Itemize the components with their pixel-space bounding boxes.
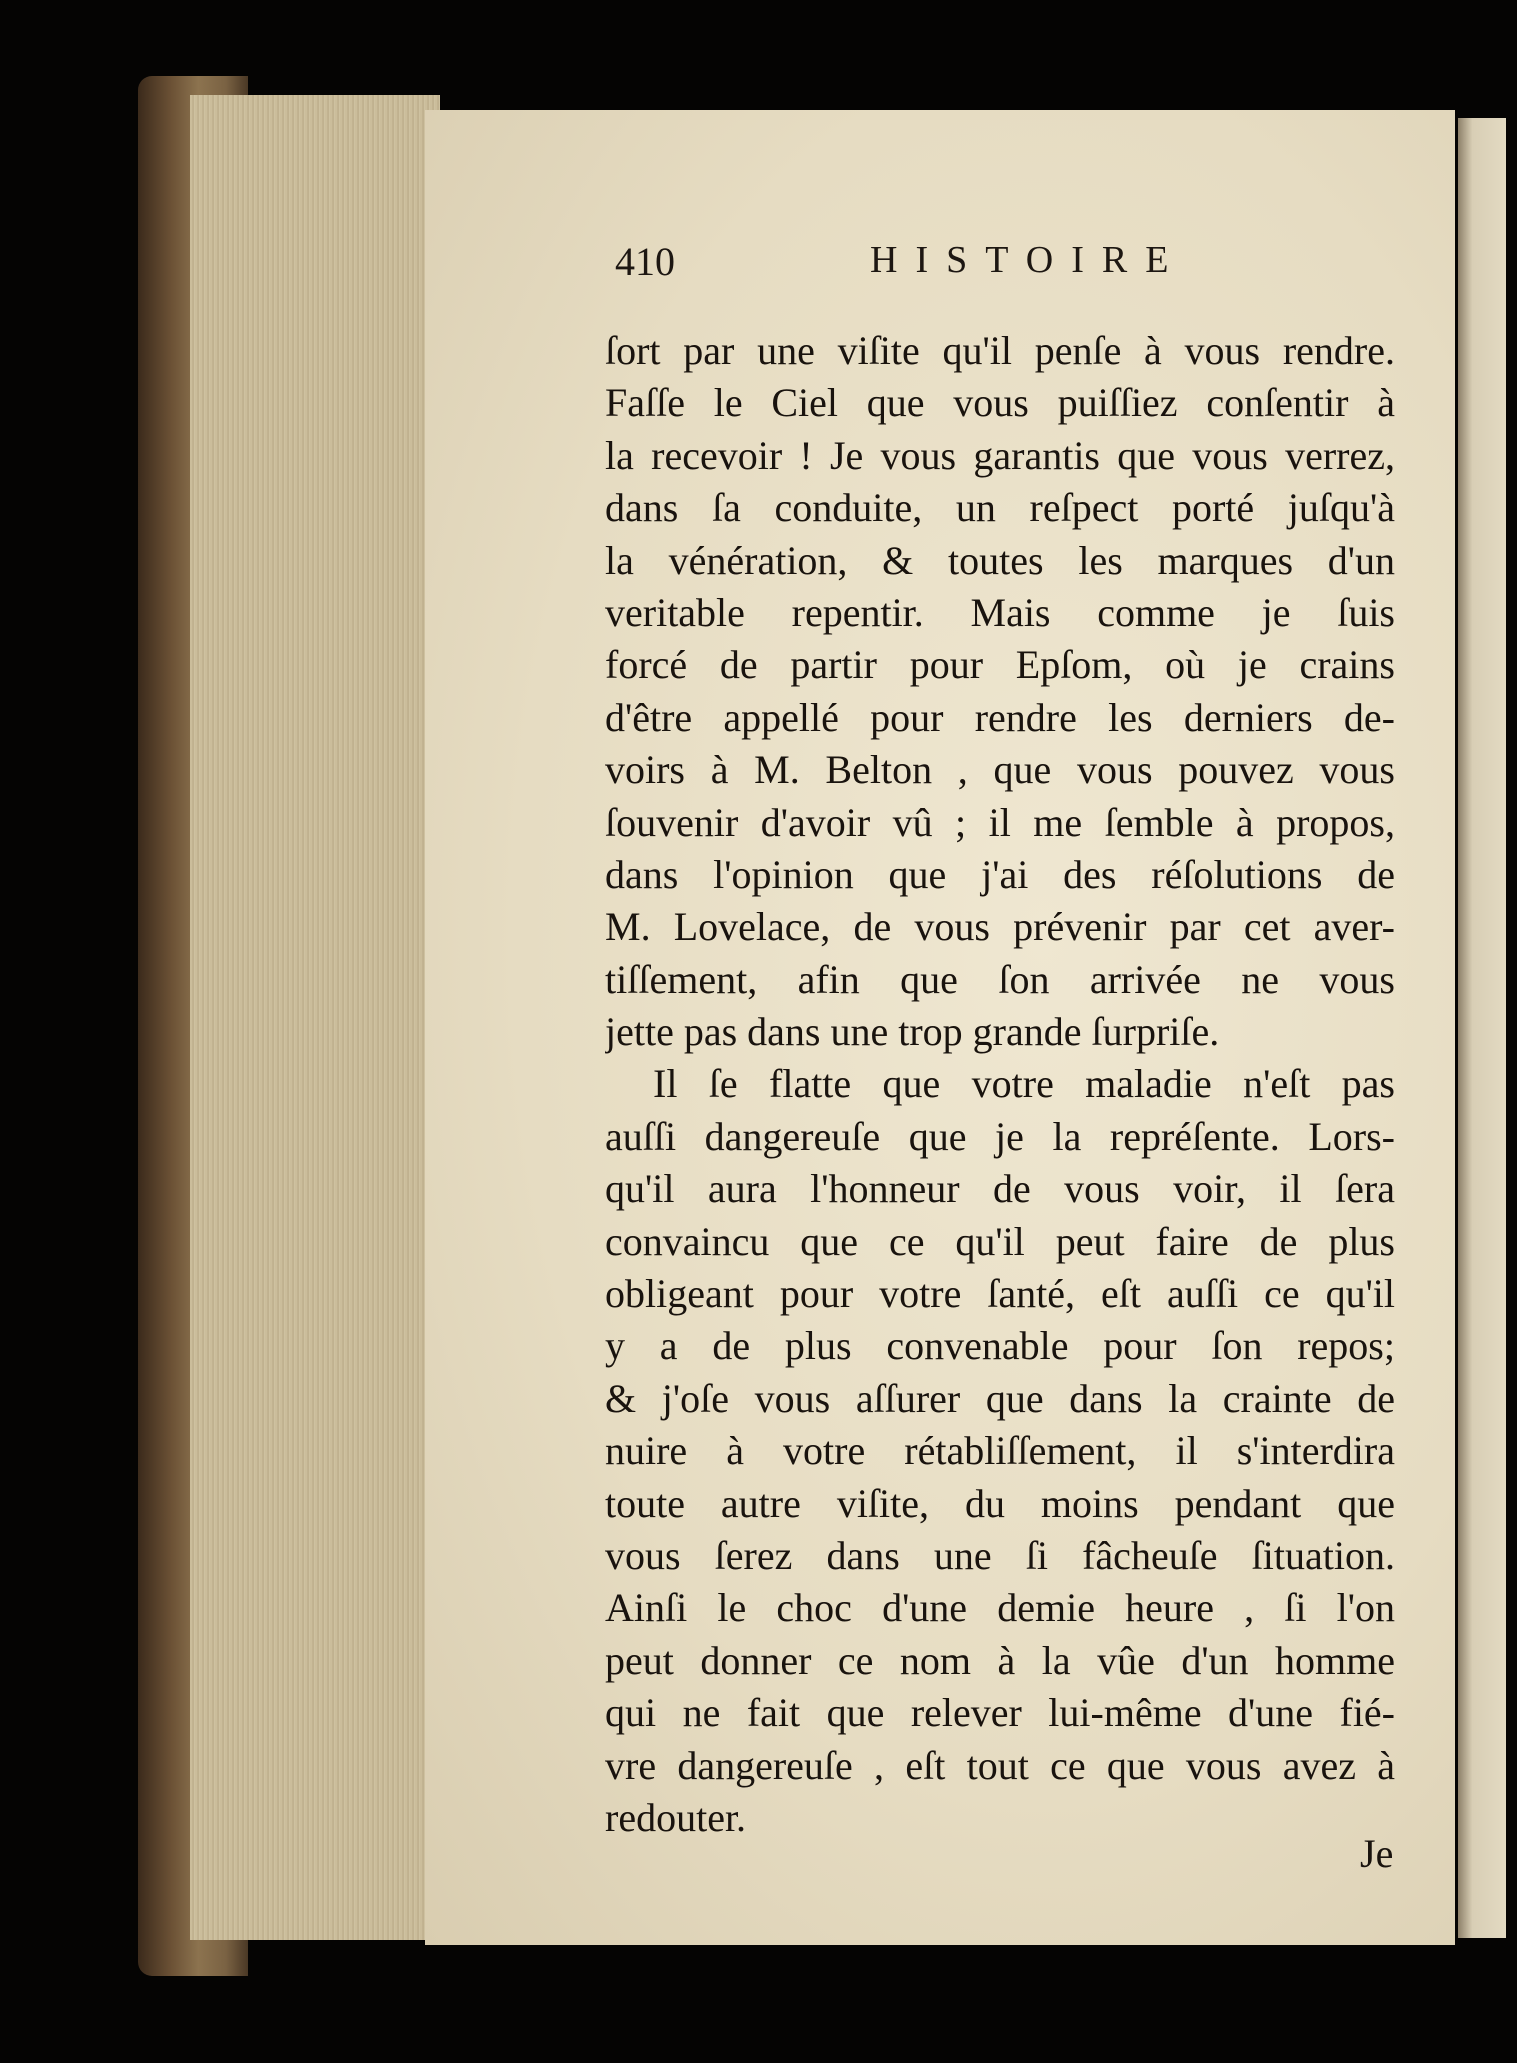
text-line: & j'oſe vous aſſurer que dans la crainte de: [605, 1375, 1395, 1421]
running-title: HISTOIRE: [870, 239, 1187, 281]
running-head: [615, 238, 1415, 288]
facing-page-edge: [1458, 118, 1506, 1938]
text-line: la vénération, & toutes les marques d'un: [605, 537, 1395, 583]
text-line: dans l'opinion que j'ai des réſolutions de: [605, 851, 1395, 897]
catchword: Je: [1360, 1831, 1394, 1876]
text-line: obligeant pour votre ſanté, eſt auſſi ce qu'il: [605, 1271, 1395, 1317]
text-line: auſſi dangereuſe que je la repréſente. Lors-: [605, 1113, 1395, 1159]
text-line: voirs à M. Belton , que vous pouvez vous: [605, 747, 1395, 793]
text-line: ſort par une viſite qu'il penſe à vous rendre.: [605, 328, 1395, 373]
text-line: redouter.: [605, 1794, 747, 1840]
text-line: Il ſe flatte que votre maladie n'eſt pas: [653, 1061, 1395, 1107]
text-line: y a de plus convenable pour ſon repos;: [605, 1323, 1395, 1369]
text-line: ſouvenir d'avoir vû ; il me ſemble à propos,: [605, 799, 1395, 845]
text-line: la recevoir ! Je vous garantis que vous verrez,: [605, 432, 1395, 478]
text-line: dans ſa conduite, un reſpect porté juſqu'à: [605, 485, 1395, 531]
text-line: peut donner ce nom à la vûe d'un homme: [605, 1637, 1395, 1683]
page-number: 410: [615, 239, 675, 284]
text-line: veritable repentir. Mais comme je ſuis: [605, 589, 1395, 635]
body-text: [605, 325, 1395, 1844]
text-line: M. Lovelace, de vous prévenir par cet aver-: [605, 904, 1395, 950]
text-line: Ainſi le choc d'une demie heure , ſi l'on: [605, 1585, 1395, 1631]
text-line: nuire à votre rétabliſſement, il s'interdira: [605, 1428, 1395, 1474]
text-line: qui ne fait que relever lui-même d'une fié-: [605, 1690, 1395, 1736]
text-line: jette pas dans une trop grande ſurpriſe.: [605, 1009, 1220, 1055]
page-block-edges: [190, 95, 440, 1940]
text-line: vous ſerez dans une ſi fâcheuſe ſituation.: [605, 1532, 1395, 1578]
text-line: vre dangereuſe , eſt tout ce que vous avez à: [605, 1742, 1395, 1788]
text-line: toute autre viſite, du moins pendant que: [605, 1480, 1395, 1526]
text-line: qu'il aura l'honneur de vous voir, il ſera: [605, 1166, 1395, 1212]
text-line: tiſſement, afin que ſon arrivée ne vous: [605, 956, 1395, 1002]
text-line: Faſſe le Ciel que vous puiſſiez conſentir à: [605, 380, 1395, 426]
text-line: d'être appellé pour rendre les derniers de-: [605, 694, 1395, 740]
text-line: forcé de partir pour Epſom, où je crains: [605, 642, 1395, 688]
text-line: convaincu que ce qu'il peut faire de plus: [605, 1218, 1395, 1264]
